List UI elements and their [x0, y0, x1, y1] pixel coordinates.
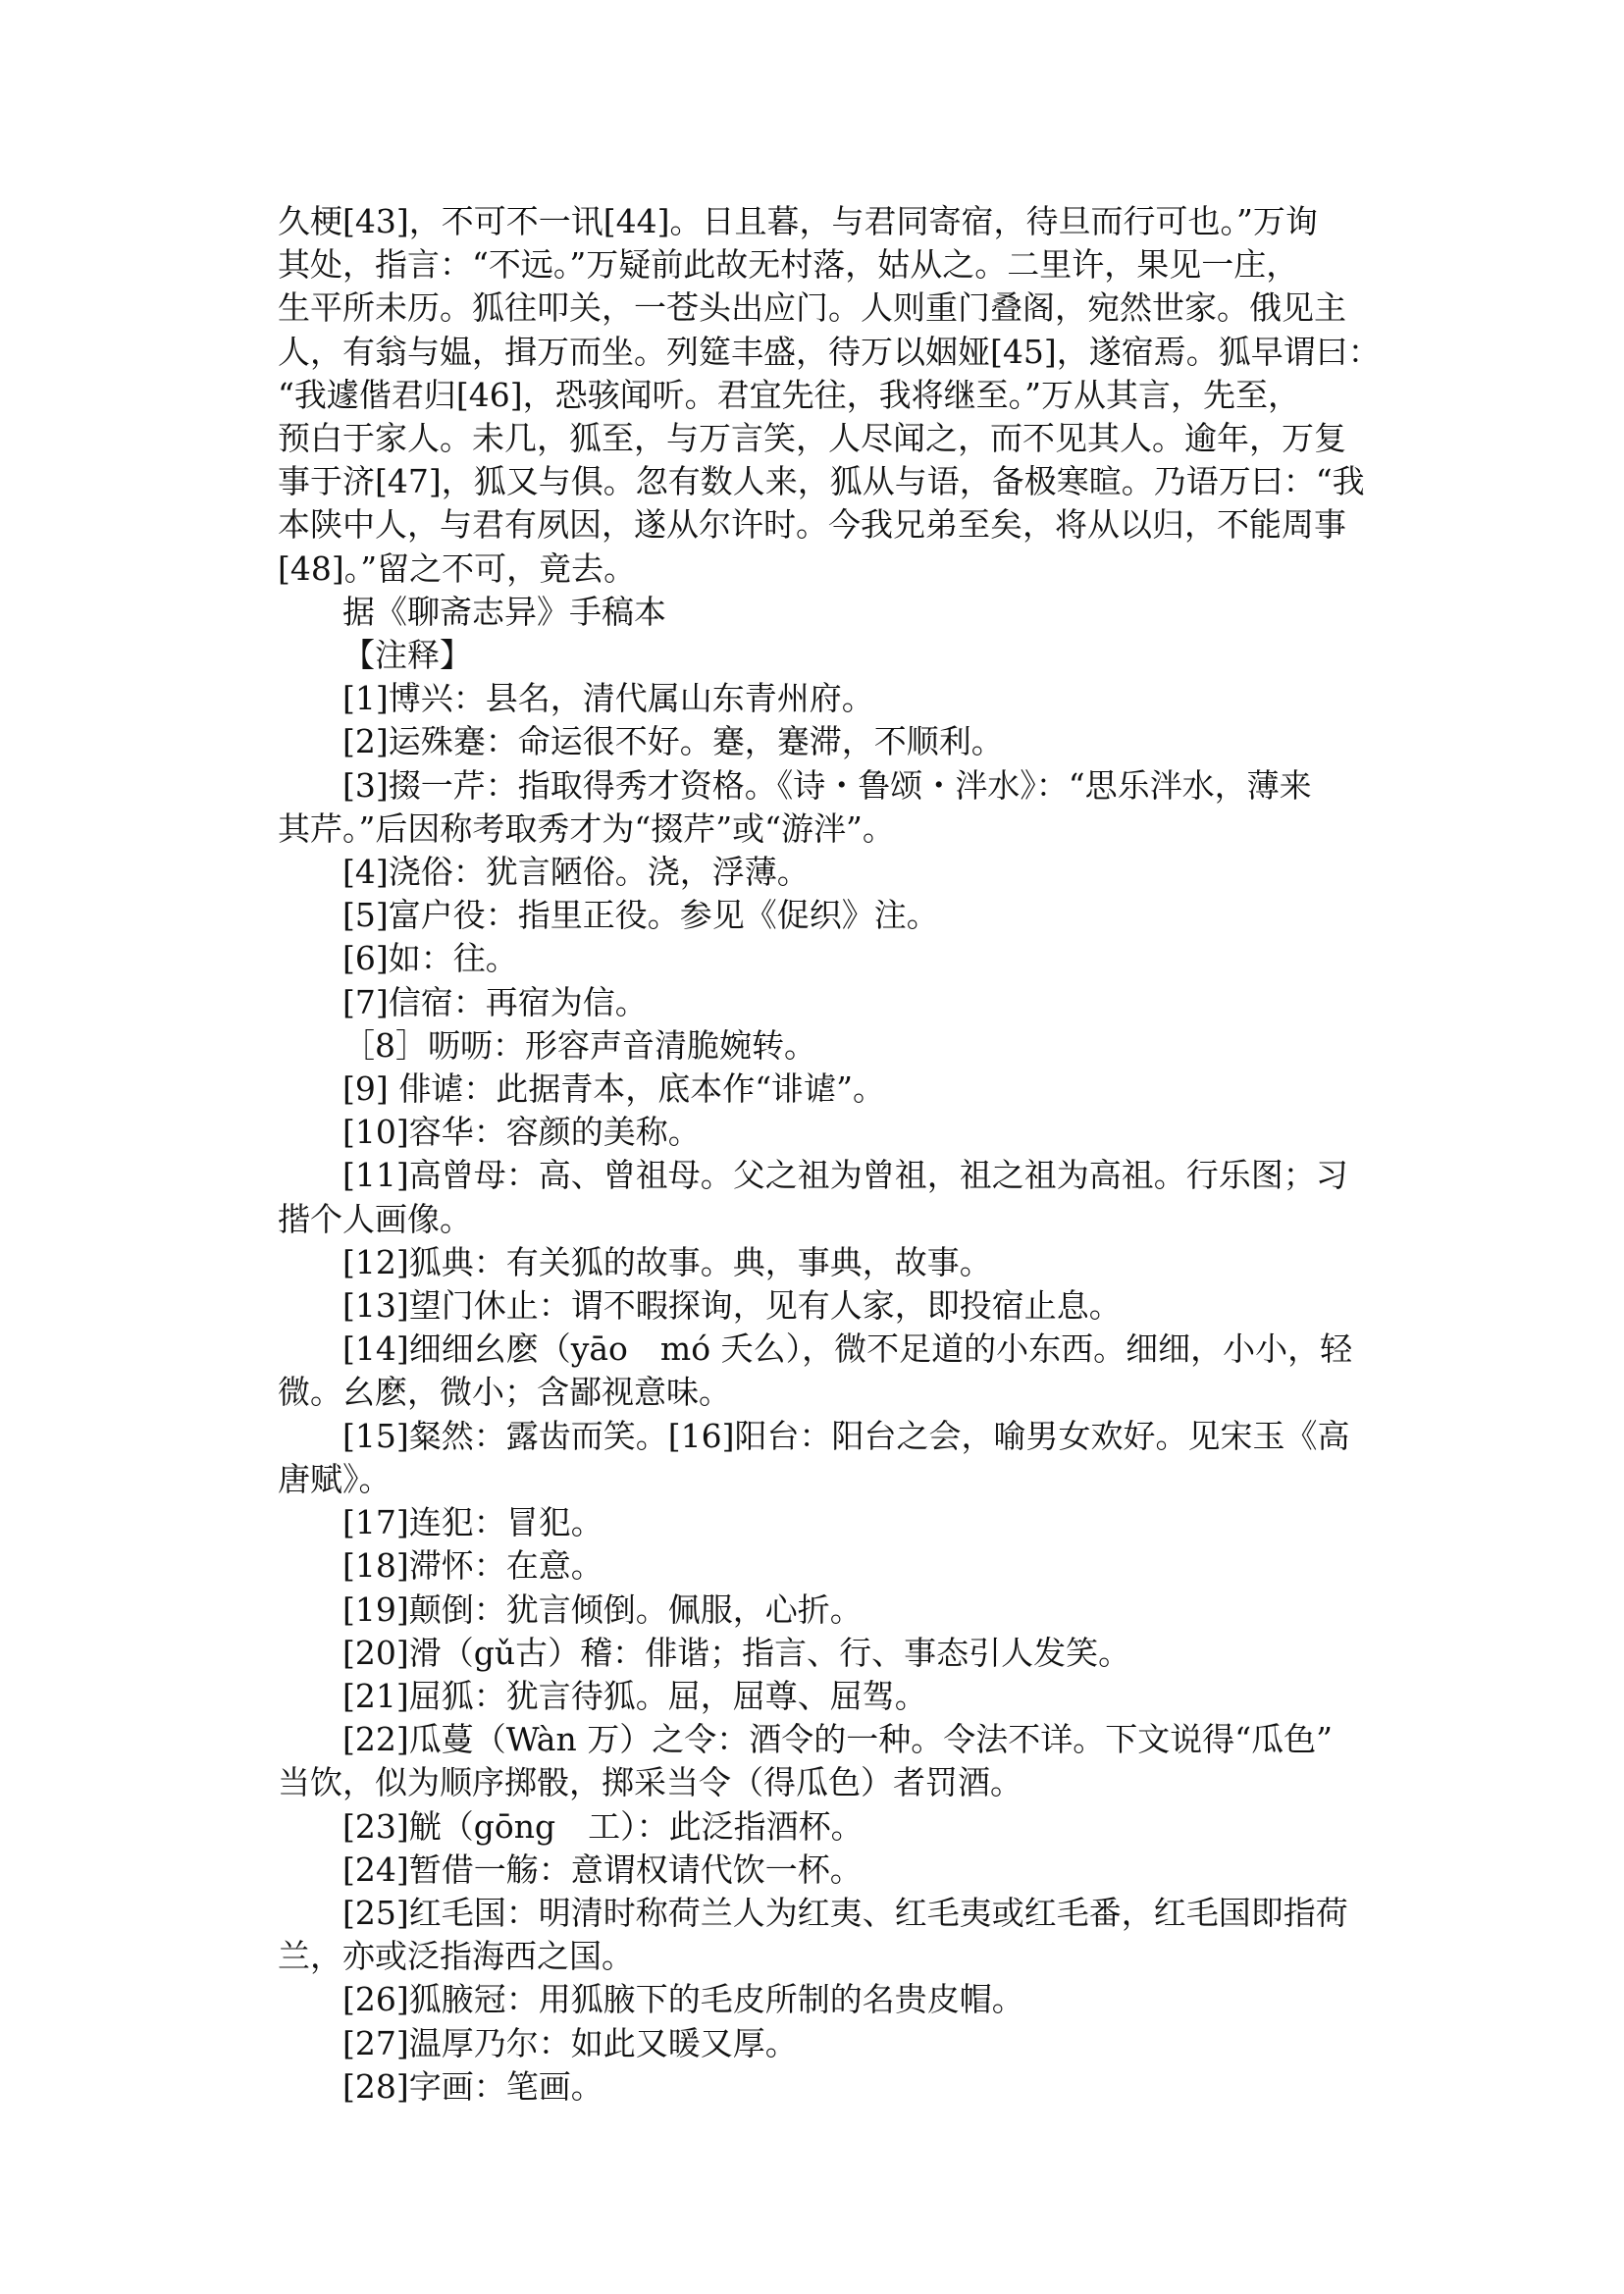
note-item — [278, 720, 1367, 763]
note-text-line: 微。幺麽，微小；含鄙视意味。 — [278, 1373, 731, 1412]
note-item — [278, 1068, 1367, 1111]
note-item — [278, 1111, 1367, 1154]
note-text-line: 唐赋》。 — [278, 1459, 392, 1498]
note-text-line: [27]温厚乃尔：如此又暖又厚。 — [342, 2023, 798, 2062]
note-item — [278, 1892, 1367, 1978]
notes-heading — [278, 634, 1367, 677]
main-text-line: 生平所未历。狐往叩关，一苍头出应门。人则重门叠阁，宛然世家。俄见主 — [278, 288, 1346, 328]
note-text-line: [26]狐腋冠：用狐腋下的毛皮所制的名贵皮帽。 — [342, 1980, 1024, 2019]
source-text: 据《聊斋志异》手稿本 — [342, 592, 666, 631]
main-text-line: 其处，指言：“不远。”万疑前此故无村落，姑从之。二里许，果见一庄， — [278, 245, 1299, 285]
main-text-line: 人，有翁与媪，揖万而坐。列筵丰盛，待万以姻娅[45]，遂宿焉。狐早谓曰： — [278, 332, 1381, 371]
main-text-paragraph — [278, 200, 1381, 591]
note-item — [278, 2065, 1367, 2109]
note-text-line: [20]滑（gǔ古）稽：俳谐；指言、行、事态引人发笑。 — [342, 1633, 1131, 1672]
note-item — [278, 1328, 1367, 1414]
note-item — [278, 1154, 1367, 1240]
note-text-line: [7]信宿：再宿为信。 — [342, 982, 648, 1021]
main-text-line: [48]。”留之不可，竟去。 — [278, 548, 637, 588]
note-text-line: [22]瓜蔓（Wàn 万）之令：酒令的一种。令法不详。下文说得“瓜色” — [342, 1720, 1333, 1759]
main-text-line: 事于济[47]，狐又与俱。忽有数人来，狐从与语，备极寒暄。乃语万曰：“我 — [278, 462, 1365, 501]
note-text-line: [15]粲然：露齿而笑。[16]阳台：阳台之会，喻男女欢好。见宋玉《高 — [342, 1416, 1350, 1455]
note-item — [278, 1849, 1367, 1892]
document-page — [278, 200, 1381, 2109]
note-text-line: [28]字画：笔画。 — [342, 2066, 603, 2106]
note-item — [278, 1718, 1367, 1804]
main-text-line: 预白于家人。未几，狐至，与万言笑，人尽闻之，而不见其人。逾年，万复 — [278, 419, 1346, 458]
note-text-line: [3]掇一芹：指取得秀才资格。《诗・鲁颂・泮水》：“思乐泮水，薄来 — [342, 765, 1312, 805]
main-text-line: 本陕中人，与君有夙因，遂从尔许时。今我兄弟至矣，将从以归，不能周事 — [278, 505, 1346, 545]
note-text-line: [4]浇俗：犹言陋俗。浇，浮薄。 — [342, 853, 810, 892]
note-text-line: [21]屈狐：犹言待狐。屈，屈尊、屈驾。 — [342, 1676, 927, 1715]
note-item — [278, 1805, 1367, 1849]
notes-list — [278, 677, 1367, 2109]
note-item — [278, 851, 1367, 894]
note-item — [278, 1241, 1367, 1284]
note-item — [278, 937, 1367, 980]
note-text-line: ［8］呖呖：形容声音清脆婉转。 — [342, 1025, 816, 1065]
main-text-line: 久梗[43]，不可不一讯[44]。日且暮，与君同寄宿，待旦而行可也。”万询 — [278, 202, 1318, 240]
note-item — [278, 1675, 1367, 1718]
main-text-line: “我遽偕君归[46]，恐骇闻听。君宜先往，我将继至。”万从其言，先至， — [278, 375, 1300, 414]
note-text-line: [9] 俳谑：此据青本，底本作“诽谑”。 — [342, 1069, 885, 1109]
note-text-line: [10]容华：容颜的美称。 — [342, 1113, 701, 1152]
note-text-line: [12]狐典：有关狐的故事。典，事典，故事。 — [342, 1242, 992, 1281]
note-item — [278, 677, 1367, 720]
note-text-line: 兰，亦或泛指海西之国。 — [278, 1937, 634, 1976]
note-item — [278, 1632, 1367, 1675]
note-text-line: [24]暂借一觞：意谓权请代饮一杯。 — [342, 1850, 863, 1889]
note-text-line: [19]颠倒：犹言倾倒。佩服，心折。 — [342, 1590, 863, 1629]
note-item — [278, 2022, 1367, 2065]
note-text-line: [2]运殊蹇：命运很不好。蹇，蹇滞，不顺利。 — [342, 722, 1004, 761]
note-item — [278, 981, 1367, 1024]
note-item — [278, 1589, 1367, 1632]
note-text-line: 当饮，似为顺序掷骰，掷采当令（得瓜色）者罚酒。 — [278, 1763, 1022, 1802]
note-text-line: [11]高曾母：高、曾祖母。父之祖为曾祖，祖之祖为高祖。行乐图；习 — [342, 1156, 1348, 1195]
source-line — [278, 591, 1367, 634]
note-text-line: [25]红毛国：明清时称荷兰人为红夷、红毛夷或红毛番，红毛国即指荷 — [342, 1893, 1348, 1932]
note-item — [278, 764, 1367, 851]
note-text-line: [17]连犯：冒犯。 — [342, 1503, 603, 1542]
note-item — [278, 1544, 1367, 1588]
note-text-line: [13]望门休止：谓不暇探询，见有人家，即投宿止息。 — [342, 1286, 1122, 1326]
note-text-line: 揩个人画像。 — [278, 1199, 472, 1238]
note-text-line: [23]觥（gōng 工）：此泛指酒杯。 — [342, 1806, 864, 1846]
note-text-line: [6]如：往。 — [342, 939, 518, 978]
note-item — [278, 1415, 1367, 1501]
note-item — [278, 1024, 1367, 1068]
note-item — [278, 894, 1367, 937]
note-item — [278, 1501, 1367, 1544]
note-text-line: [1]博兴：县名，清代属山东青州府。 — [342, 679, 874, 718]
note-text-line: [5]富户役：指里正役。参见《促织》注。 — [342, 896, 939, 935]
notes-heading-text: 【注释】 — [342, 636, 472, 675]
note-text-line: 其芹。”后因称考取秀才为“掇芹”或“游泮”。 — [278, 808, 895, 848]
note-item — [278, 1284, 1367, 1328]
note-text-line: [14]细细幺麽（yāo mó 夭么），微不足道的小东西。细细，小小，轻 — [342, 1329, 1353, 1369]
note-item — [278, 1978, 1367, 2021]
note-text-line: [18]滞怀：在意。 — [342, 1546, 603, 1586]
